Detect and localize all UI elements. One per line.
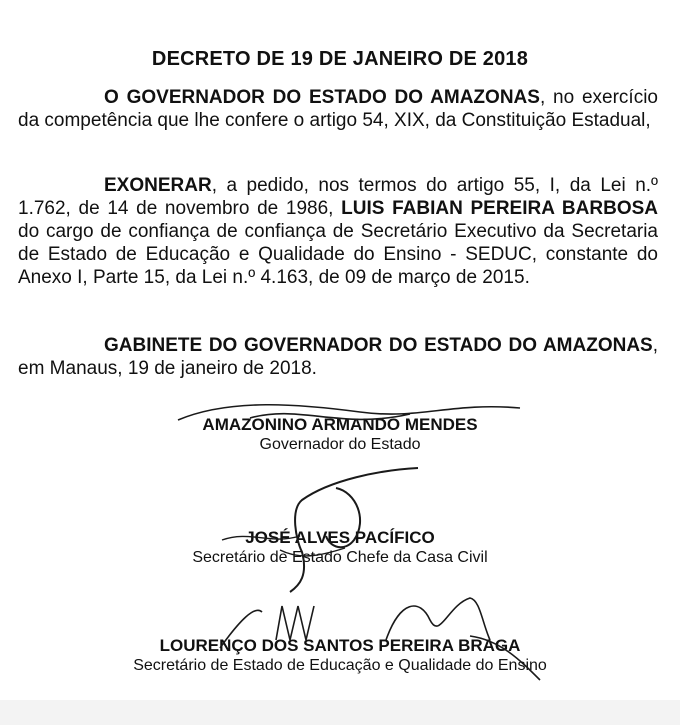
person-name: LUIS FABIAN PEREIRA BARBOSA — [341, 198, 658, 219]
signature-block-civil-house — [0, 527, 680, 568]
body-verb: EXONERAR — [104, 175, 212, 196]
signatory-role: Governador do Estado — [259, 436, 421, 453]
body-paragraph — [18, 174, 658, 289]
signature-block-education — [0, 635, 680, 676]
closing-text: , em Manaus, 19 de janeiro de 2018. — [18, 335, 658, 379]
signatory-name: AMAZONINO ARMANDO MENDES — [202, 415, 478, 434]
signatory-name: LOURENÇO DOS SANTOS PEREIRA BRAGA — [159, 636, 521, 655]
preamble-paragraph — [18, 86, 658, 132]
preamble-text: , no exercício da competência que lhe confere o artigo 54, XIX, da Constituição Estadual, — [18, 87, 658, 131]
body-text-1: , a pedido, nos termos do artigo 55, I, da Lei n.º 1.762, de 14 de novembro de 1986, — [18, 175, 658, 219]
body-text-2: do cargo de confiança de confiança de Secretário Executivo da Secretaria de Estado de Educação e Qualidade do Ensino - SEDUC, constante do Anexo I, Parte 15, da Lei n.º 4.163, de 09 de março de 2015. — [18, 221, 658, 288]
closing-lead: GABINETE DO GOVERNADOR DO ESTADO DO AMAZONAS — [104, 335, 653, 356]
closing-paragraph — [18, 334, 658, 380]
preamble-lead: O GOVERNADOR DO ESTADO DO AMAZONAS — [104, 87, 540, 108]
decree-title: DECRETO DE 19 DE JANEIRO DE 2018 — [151, 48, 529, 70]
scan-bottom-edge — [0, 700, 680, 725]
signatory-role: Secretário de Estado Chefe da Casa Civil — [192, 549, 488, 566]
signature-block-governor — [0, 414, 680, 455]
signatory-role: Secretário de Estado de Educação e Qualidade do Ensino — [133, 657, 547, 674]
signatory-name: JOSÉ ALVES PACÍFICO — [245, 528, 435, 547]
